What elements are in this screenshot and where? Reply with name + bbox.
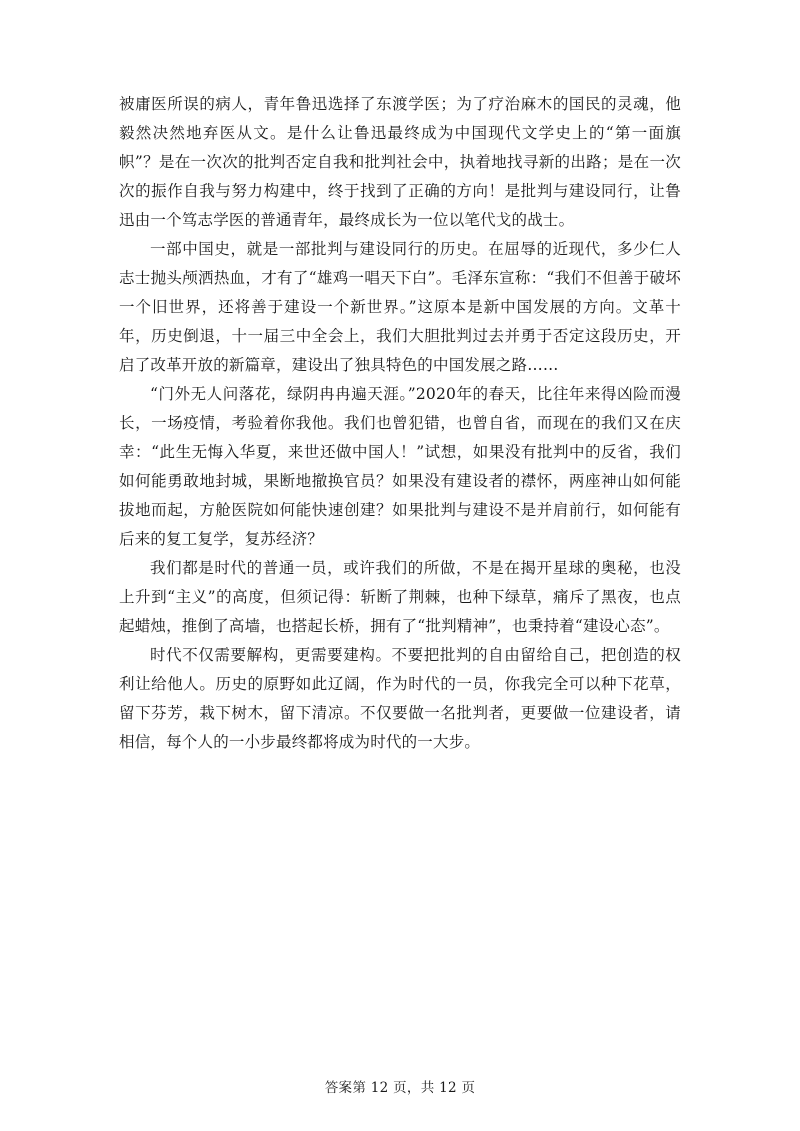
answer-text-body — [119, 90, 681, 757]
page-footer: 答案第 12 页，共 12 页 — [324, 1080, 476, 1096]
paragraph-3: “门外无人问落花，绿阴冉冉遍天涯。”2020年的春天，比往年来得凶险而漫长，一场疫情，考验着你我他。我们也曾犯错，也曾自省，而现在的我们又在庆幸：“此生无悔入华夏，来世还做中国人！”试想，如果没有批判中的反省，我们如何能勇敢地封城，果断地撤换官员？如果没有建设者的襟怀，两座神山如何能拔地而起，方舱医院如何能快速创建？如果批判与建设不是并肩前行，如何能有后来的复工复学，复苏经济？ — [119, 385, 681, 548]
paragraph-4: 我们都是时代的普通一员，或许我们的所做，不是在揭开星球的奥秘，也没上升到“主义”的高度，但须记得：斩断了荆棘，也种下绿草，痛斥了黑夜，也点起蜡烛，推倒了高墙，也搭起长桥，拥有了“批判精神”，也秉持着“建设心态”。 — [119, 559, 681, 635]
paragraph-5: 时代不仅需要解构，更需要建构。不要把批判的自由留给自己，把创造的权利让给他人。历史的原野如此辽阔，作为时代的一员，你我完全可以种下花草，留下芬芳，栽下树木，留下清凉。不仅要做一名批判者，更要做一位建设者，请相信，每个人的一小步最终都将成为时代的一大步。 — [119, 646, 681, 751]
paragraph-1: 被庸医所误的病人，青年鲁迅选择了东渡学医；为了疗治麻木的国民的灵魂，他毅然决然地弃医从文。是什么让鲁迅最终成为中国现代文学史上的“第一面旗帜”？是在一次次的批判否定自我和批判社会中，执着地找寻新的出路；是在一次次的振作自我与努力构建中，终于找到了正确的方向！是批判与建设同行，让鲁迅由一个笃志学医的普通青年，最终成长为一位以笔代戈的战士。 — [119, 95, 681, 229]
paragraph-2: 一部中国史，就是一部批判与建设同行的历史。在屈辱的近现代，多少仁人志士抛头颅洒热血，才有了“雄鸡一唱天下白”。毛泽东宣称：“我们不但善于破坏一个旧世界，还将善于建设一个新世界。”这原本是新中国发展的方向。文革十年，历史倒退，十一届三中全会上，我们大胆批判过去并勇于否定这段历史，开启了改革开放的新篇章，建设出了独具特色的中国发展之路…… — [119, 240, 681, 374]
